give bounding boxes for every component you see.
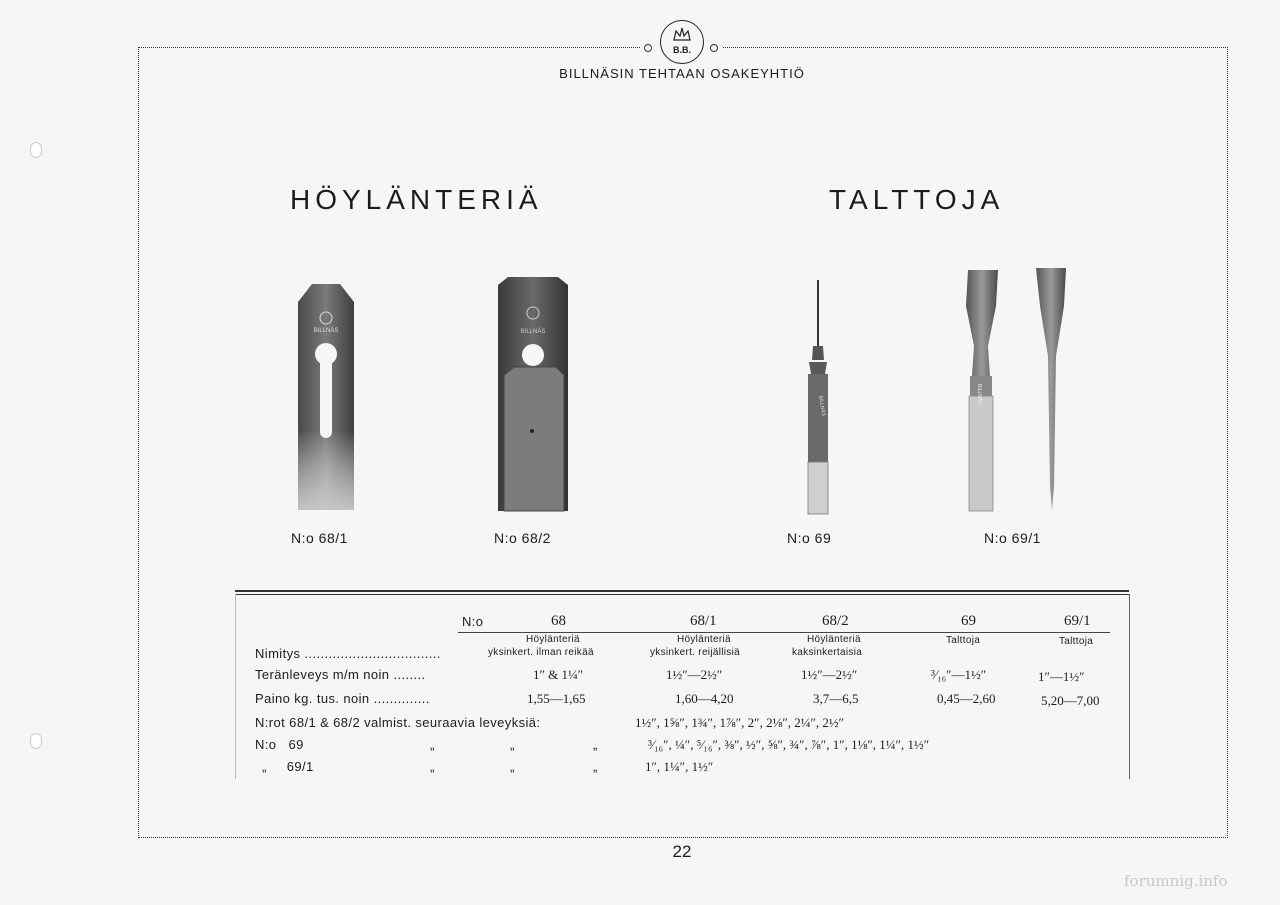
teranleveys-68: 1″ & 1¼″ xyxy=(533,667,584,682)
ditto-mark: „ xyxy=(430,759,435,774)
widths-values-69: ³⁄₁₆″, ¼″, ⁵⁄₁₆″, ⅜″, ½″, ⅝″, ¾″, ⅞″, 1″, 1⅛″, 1¼″, 1½″ xyxy=(648,737,930,752)
teranleveys-68-2: 1½″—2½″ xyxy=(801,667,858,682)
nimitys-69: Talttoja xyxy=(946,635,981,646)
stamp-68-1: BILLNÄS xyxy=(313,328,339,334)
row-label-nimitys: Nimitys .................................. xyxy=(255,646,441,661)
stamp-69-1: BILLNÄS xyxy=(976,384,982,405)
punch-hole xyxy=(30,733,42,749)
table-left-rule xyxy=(235,594,236,779)
nimitys-68-2-line1: Höylänteriä xyxy=(807,634,861,645)
company-logo xyxy=(660,20,704,64)
col-head-69: 69 xyxy=(961,613,976,629)
figure-label-68-1: N:o 68/1 xyxy=(291,530,348,546)
widths-label-69: N:o 69 xyxy=(255,737,304,752)
teranleveys-69: ³⁄₁₆″—1½″ xyxy=(931,667,987,682)
stamp-69: BILLNÄS xyxy=(817,395,827,417)
logo-letters: B.B. xyxy=(673,45,691,55)
watermark: forumnig.info xyxy=(1124,872,1228,890)
plane-iron-68-2-image xyxy=(494,275,572,515)
chisel-69-1-image xyxy=(962,266,1074,516)
heading-chisels: TALTTOJA xyxy=(829,184,1005,215)
row-label-teranleveys: Teränleveys m/m noin ........ xyxy=(255,667,426,682)
column-head-rule xyxy=(458,632,1110,633)
col-head-68-1: 68/1 xyxy=(690,613,717,629)
paino-68: 1,55—1,65 xyxy=(527,691,586,706)
ditto-mark: „ xyxy=(510,737,515,752)
teranleveys-69-1: 1″—1½″ xyxy=(1038,669,1085,684)
crown-icon xyxy=(672,26,692,42)
chisel-69-image xyxy=(800,278,836,516)
paino-68-2: 3,7—6,5 xyxy=(813,691,859,706)
nimitys-68-line2: yksinkert. ilman reikää xyxy=(488,647,594,658)
ditto-mark: „ xyxy=(430,737,435,752)
nimitys-68-1-line1: Höylänteriä xyxy=(677,634,731,645)
table-right-rule xyxy=(1129,594,1130,779)
col-head-69-1: 69/1 xyxy=(1064,613,1091,629)
paino-68-1: 1,60—4,20 xyxy=(675,691,734,706)
widths-label-68: N:rot 68/1 & 68/2 valmist. seuraavia leveyksiä: xyxy=(255,715,541,730)
ditto-mark: „ xyxy=(593,737,598,752)
frame-ring-right xyxy=(710,44,718,52)
figure-label-69: N:o 69 xyxy=(787,530,832,546)
table-top-rule xyxy=(235,590,1129,592)
figure-label-68-2: N:o 68/2 xyxy=(494,530,551,546)
row-label-paino: Paino kg. tus. noin .............. xyxy=(255,691,430,706)
table-top-rule-thin xyxy=(235,594,1129,595)
teranleveys-68-1: 1½″—2½″ xyxy=(666,667,723,682)
company-name: BILLNÄSIN TEHTAAN OSAKEYHTIÖ xyxy=(559,66,805,81)
ditto-mark: „ xyxy=(510,759,515,774)
widths-values-69-1: 1″, 1¼″, 1½″ xyxy=(645,759,714,774)
paino-69-1: 5,20—7,00 xyxy=(1041,693,1100,708)
figure-label-69-1: N:o 69/1 xyxy=(984,530,1041,546)
widths-values-68: 1½″, 1⅝″, 1¾″, 1⅞″, 2″, 2⅛″, 2¼″, 2½″ xyxy=(635,715,845,730)
ditto-mark: „ xyxy=(593,759,598,774)
col-head-68-2: 68/2 xyxy=(822,613,849,629)
paino-69: 0,45—2,60 xyxy=(937,691,996,706)
page-number: 22 xyxy=(672,842,692,861)
plane-iron-68-1-image xyxy=(290,280,362,515)
nimitys-68-2-line2: kaksinkertaisia xyxy=(792,647,863,658)
widths-label-69-1: „ 69/1 xyxy=(262,759,314,774)
nimitys-68-1-line2: yksinkert. reijällisiä xyxy=(650,647,740,658)
punch-hole xyxy=(30,142,42,158)
frame-ring-left xyxy=(644,44,652,52)
nimitys-69-1: Talttoja xyxy=(1059,636,1094,647)
col-head-68: 68 xyxy=(551,613,566,629)
stamp-68-2: BILLNÄS xyxy=(520,329,546,335)
table-no-label: N:o xyxy=(462,614,484,629)
heading-plane-irons: HÖYLÄNTERIÄ xyxy=(290,184,543,215)
nimitys-68-line1: Höylänteriä xyxy=(526,634,580,645)
